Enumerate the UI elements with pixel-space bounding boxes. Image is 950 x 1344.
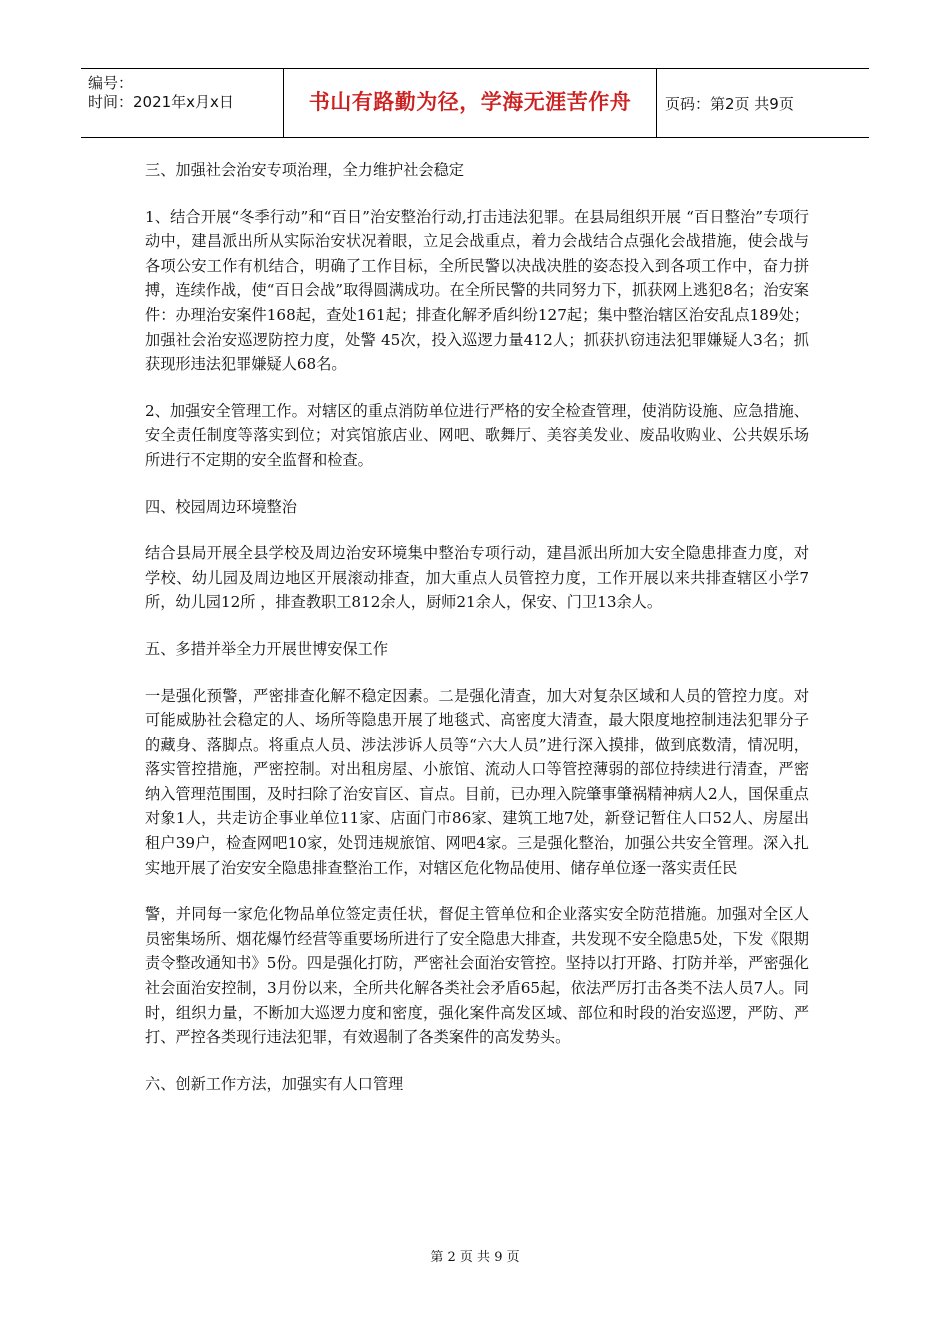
header-motto-cell: [284, 69, 657, 137]
section-heading-3: 三、加强社会治安专项治理，全力维护社会稳定: [145, 161, 464, 179]
paragraph-3-1: 1、结合开展“冬季行动”和“百日”治安整治行动,打击违法犯罪。在县局组织开展 “百日整治”专项行动中，建昌派出所从实际治安状况着眼，立足会战重点，着力会战结合点强化会战措施，使会战与各项公安工作有机结合，明确了工作目标，全所民警以决战决胜的姿态投入到各项工作中，奋力拼搏，连续作战，使“百日会战”取得圆满成功。在全所民警的共同努力下，抓获网上逃犯8名；治安案件：办理治安案件168起，查处161起；排查化解矛盾纠纷127起；集中整治辖区治安乱点189处；加强社会治安巡逻防控力度，处警 45次，投入巡逻力量412人；抓获扒窃违法犯罪嫌疑人3名；抓获现形违法犯罪嫌疑人68名。: [145, 207, 809, 374]
page-footer: 第 2 页 共 9 页: [430, 1250, 520, 1265]
paragraph-5-2: 警，并同每一家危化物品单位签定责任状，督促主管单位和企业落实安全防范措施。加强对全区人员密集场所、烟花爆竹经营等重要场所进行了安全隐患大排查，共发现不安全隐患5处，下发《限期责令整改通知书》5份。四是强化打防，严密社会面治安管控。坚持以打开路、打防并举，严密强化社会面治安控制，3月份以来，全所共化解各类社会矛盾65起，依法严厉打击各类不法人员7人。同时，组织力量，不断加大巡逻力度和密度，强化案件高发区域、部位和时段的治安巡逻，严防、严打、严控各类现行违法犯罪，有效遏制了各类案件的高发势头。: [145, 905, 809, 1047]
section-heading-4: 四、校园周边环境整治: [145, 497, 297, 516]
document-date-label: 时间：2021年x月x日: [88, 93, 234, 111]
section-heading-5: 五、多措并举全力开展世博安保工作: [145, 639, 388, 658]
header-page-cell: [657, 69, 869, 137]
header-motto: 书山有路勤为径，学海无涯苦作舟: [308, 90, 632, 114]
document-body: [145, 158, 809, 1118]
paragraph-5-1: 一是强化预警，严密排查化解不稳定因素。二是强化清查，加大对复杂区域和人员的管控力度。对可能威胁社会稳定的人、场所等隐患开展了地毯式、高密度大清查，最大限度地控制违法犯罪分子的藏身、落脚点。将重点人员、涉法涉诉人员等“六大人员”进行深入摸排，做到底数清，情况明，落实管控措施，严密控制。对出租房屋、小旅馆、流动人口等管控薄弱的部位持续进行清查，严密纳入管理范围围，及时扫除了治安盲区、盲点。目前，已办理入院肇事肇祸精神病人2人，国保重点对象1人，共走访企事业单位11家、店面门市86家、建筑工地7处，新登记暂住人口52人、房屋出租户39户，检查网吧10家，处罚违规旅馆、网吧4家。三是强化整治，加强公共安全管理。深入扎实地开展了治安安全隐患排查整治工作，对辖区危化物品使用、储存单位逐一落实责任民: [145, 686, 809, 877]
paragraph-4: 结合县局开展全县学校及周边治安环境集中整治专项行动，建昌派出所加大安全隐患排查力度，对学校、幼儿园及周边地区开展滚动排查，加大重点人员管控力度，工作开展以来共排查辖区小学7所，幼儿园12所 ，排查教职工812余人，厨师21余人，保安、门卫13余人。: [145, 544, 809, 612]
section-heading-6: 六、创新工作方法，加强实有人口管理: [145, 1074, 404, 1093]
header-meta: [81, 69, 284, 137]
document-code-label: 编号：: [88, 74, 134, 92]
paragraph-3-2: 2、加强安全管理工作。对辖区的重点消防单位进行严格的安全检查管理，使消防设施、应急措施、安全责任制度等落实到位；对宾馆旅店业、网吧、歌舞厅、美容美发业、废品收购业、公共娱乐场所进行不定期的安全监督和检查。: [145, 401, 809, 469]
header-page-number: 页码：第2页 共9页: [665, 95, 794, 113]
page-header: [81, 68, 869, 138]
